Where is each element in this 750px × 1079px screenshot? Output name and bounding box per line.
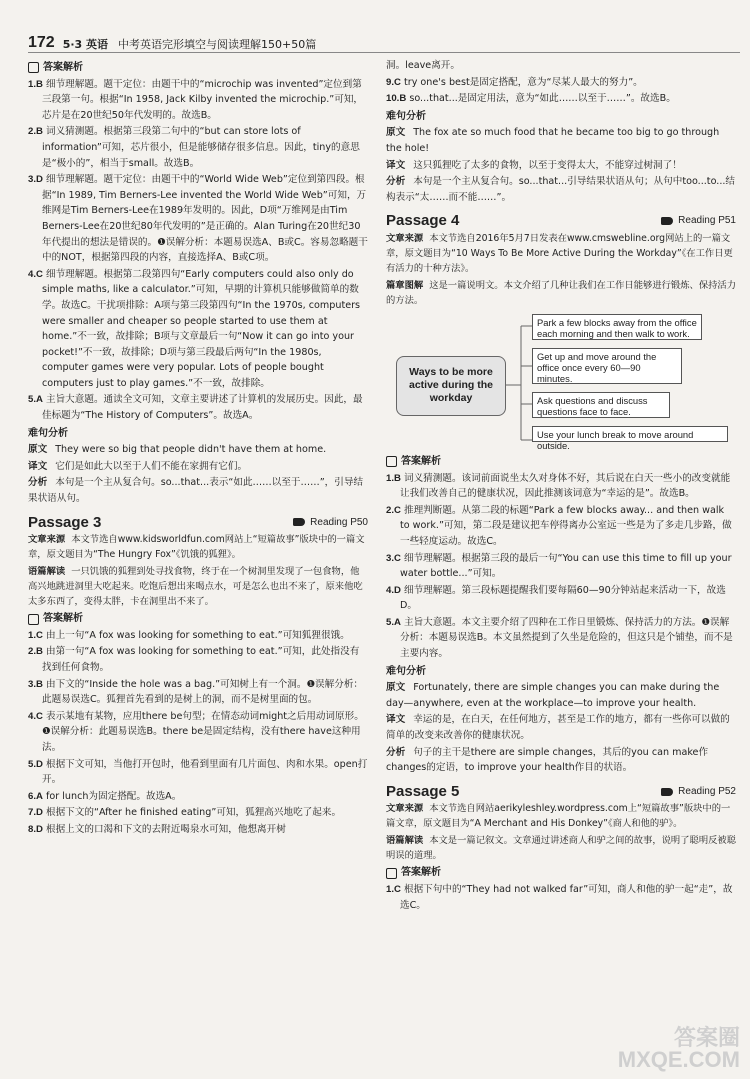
answer-number: 6.A (28, 790, 43, 802)
page-number: 172 (28, 34, 55, 51)
answer-number: 5.D (28, 758, 43, 770)
analysis-line (28, 475, 368, 506)
passage-title: Passage 3 (28, 513, 102, 531)
analysis-label: 原文 (28, 444, 48, 456)
answer-item (28, 172, 368, 266)
passage-summary: 语篇解读 本文是一篇记叙文。文章通过讲述商人和驴之间的故事，说明了聪明反被聪明误的道理。 (386, 835, 737, 862)
analysis-label: 原文 (386, 127, 406, 139)
analysis-label: 译文 (28, 460, 48, 472)
answer-explanation: 细节理解题。根据第三段的最后一句“You can use this time to fill up your water bottle...”可知。 (400, 552, 732, 580)
answer-number: 2.C (386, 504, 401, 516)
analysis-label: 译文 (386, 714, 406, 726)
answer-item (28, 709, 368, 756)
section-difficult-sentence: 难句分析 (386, 110, 426, 122)
answer-item (386, 615, 736, 662)
analysis-text: Fortunately, there are simple changes you can make during the day—anywhere, even at the workplace—to improve your health. (386, 682, 720, 709)
answer-explanation: 主旨大意题。通读全文可知，文章主要讲述了计算机的发展历史。因此，最佳标题为“The History of Computers”。故选A。 (42, 394, 363, 422)
answer-explanation: 词义猜测题。该词前面说坐太久对身体不好，其后说在白天一些小的改变就能让我们改善自己的健康状况，因此推测该词意为“幸运的是”。故选B。 (400, 472, 731, 500)
section-answers: 答案解析 (28, 611, 368, 627)
answer-explanation: 根据下句中的“They had not walked far”可知，商人和他的驴一起“走”，故选C。 (400, 884, 733, 911)
answer-explanation: 由第一句“A fox was looking for something to eat.”可知，此处指没有找到任何食物。 (42, 646, 360, 673)
lock-icon (28, 614, 39, 625)
answer-explanation: 细节理解题。根据第二段第四句“Early computers could also only do simple maths, like a calculator.”可知，早期的计算机只能够做简单的数学。故选C。干扰项排除：A项与第三段第四句“In the 1970s, computers were smaller and cheaper so people started to use them at home.”不一致，故排除；B项与文章最后一句“Now it can go into your pocket!”不一致，故排除；D项与第三段最后两句“In the 1980s, computer games were very popular. Lots of people bought computers just to play games.”不一致，故排除。 (42, 268, 361, 389)
analysis-label: 译文 (386, 159, 406, 171)
passage-summary: 语篇解读 一只饥饿的狐狸到处寻找食物，终于在一个树洞里发现了一包食物，他高兴地跳进洞里大吃起来。吃饱后想出来喝点水，可是怎么也出不来了，原来他吃太多东西了，变得太胖，卡在洞里出不来了。 (28, 566, 363, 608)
answer-item (28, 628, 368, 644)
brand-logo: 5·3 英语 (62, 38, 109, 51)
reading-ref: Reading P52 (661, 784, 736, 800)
section-answers: 答案解析 (386, 865, 736, 881)
answer-explanation: 词义猜测题。根据第三段第二句中的“but can store lots of information”可知，芯片很小，但是能够储存很多信息。因此，tiny的意思是“极小的”，相当于small。故选B。 (42, 126, 360, 169)
pointer-hand-icon (293, 518, 305, 526)
continued-text: 洞。leave离开。 (386, 60, 460, 71)
analysis-line (386, 174, 736, 205)
pointer-hand-icon (661, 788, 673, 796)
answer-number: 7.D (28, 807, 43, 819)
answer-explanation: 推理判断题。从第二段的标题“Park a few blocks away... and then walk to work.”可知，第二段是建议把车停得离办公室远一些是为了多走几步路，做一些轻度运动。故选C。 (400, 504, 732, 547)
analysis-line (28, 459, 368, 475)
answer-explanation: 根据下文可知，当他打开包时，他看到里面有几片面包、肉和水果。open打开。 (42, 758, 368, 786)
analysis-text: 幸运的是，在白天，在任何地方，甚至是工作的地方，都有一些你可以做的简单的改变来改善你的健康状况。 (386, 714, 730, 742)
passage-5-header (386, 784, 736, 800)
book-title: 中考英语完形填空与阅读理解150+50篇 (118, 38, 317, 51)
answer-item (386, 882, 736, 913)
analysis-line (28, 442, 368, 458)
page-header (28, 28, 740, 53)
analysis-text: They were so big that people didn't have them at home. (55, 444, 327, 456)
analysis-text: 这只狐狸吃了太多的食物，以至于变得太大，不能穿过树洞了！ (413, 159, 682, 171)
left-column (28, 58, 368, 839)
answer-item (386, 503, 736, 550)
analysis-label: 原文 (386, 682, 406, 694)
answer-explanation: for lunch为固定搭配。故选A。 (46, 790, 182, 802)
answer-explanation: 由上一句“A fox was looking for something to eat.”可知狐狸很饿。 (46, 629, 350, 641)
answer-number: 2.B (28, 646, 43, 658)
answer-number: 1.B (28, 78, 43, 90)
answer-number: 3.B (28, 678, 43, 690)
answer-number: 1.C (386, 884, 401, 895)
passage-title: Passage 4 (386, 212, 460, 230)
answer-explanation: 细节理解题。题干定位：由题干中的“microchip was invented”定位到第三段第一句。根据“In 1958, Jack Kilby invented the microchip.”可知，芯片是在20世纪50年代发明的。故选B。 (42, 78, 364, 121)
lock-icon (386, 456, 397, 467)
analysis-text: 本句是一个主从复合句。so...that...引导结果状语从句；从句中too...to...结构表示“太……而不能……”。 (386, 176, 736, 203)
section-answers: 答案解析 (386, 454, 736, 470)
answer-item (28, 124, 368, 171)
answer-item (28, 677, 368, 708)
answer-item (28, 805, 368, 821)
answer-number: 5.A (28, 394, 43, 406)
answer-item (28, 392, 368, 423)
article-source: 文章来源 本文节选自2016年5月7日发表在www.cmswebline.org网站上的一篇文章，原文题目为“10 Ways To Be More Active During the Workday”《在工作日更有活力的十种方法》。 (386, 232, 733, 274)
answer-item (386, 551, 736, 582)
reading-ref: Reading P50 (293, 515, 368, 531)
analysis-text: 本句是一个主从复合句。so...that...表示“如此……以至于……”，引导结果状语从句。 (28, 477, 364, 505)
article-source: 文章来源 本文节选自www.kidsworldfun.com网站上“短篇故事”版块中的一篇文章，原文题目为“The Hungry Fox”《饥饿的狐狸》。 (28, 534, 365, 561)
analysis-line (386, 158, 736, 174)
analysis-text: The fox ate so much food that he became too big to go through the hole! (386, 127, 720, 154)
answer-number: 2.B (28, 126, 43, 138)
section-difficult-sentence: 难句分析 (386, 665, 426, 677)
answer-number: 8.D (28, 823, 43, 835)
answer-number: 3.C (386, 552, 401, 564)
answer-explanation: 主旨大意题。本文主要介绍了四种在工作日里锻炼、保持活力的方法。❶误解分析：本题易误选B。本文虽然提到了久坐是危险的，但这只是个铺垫，而不是主要内容。 (400, 616, 733, 660)
right-column (386, 58, 736, 914)
analysis-text: 它们是如此大以至于人们不能在家拥有它们。 (55, 460, 248, 472)
answer-number: 4.D (386, 584, 401, 596)
analysis-line (386, 712, 736, 743)
watermark-logo: 答案圈 MXQE.COM (617, 1025, 740, 1072)
analysis-line (386, 125, 736, 156)
answer-item (386, 471, 736, 502)
answer-explanation: 由下文的“Inside the hole was a bag.”可知树上有一个洞。❶误解分析：此题易误选C。狐狸首先看到的是树上的洞，而不是树里面的包。 (42, 678, 364, 706)
pointer-hand-icon (661, 217, 673, 225)
answer-item (28, 822, 368, 838)
answer-item (386, 75, 736, 91)
diagram-branch-2: Get up and move around the office once every 60—90 minutes. (532, 348, 682, 384)
answer-item (28, 757, 368, 788)
analysis-line (386, 745, 736, 776)
lock-icon (28, 62, 39, 73)
analysis-line (386, 680, 736, 711)
analysis-text: 句子的主干是there are simple changes，其后的you can make作changes的定语，to improve your health作目的状语。 (386, 746, 709, 774)
lock-icon (386, 868, 397, 879)
answer-item (28, 77, 368, 124)
answer-item (386, 583, 736, 614)
answer-item (28, 789, 368, 805)
answer-number: 1.B (386, 472, 401, 484)
section-answers: 答案解析 (28, 60, 368, 76)
answer-explanation: 表示某地有某物，应用there be句型；在情态动词might之后用动词原形。❶误解分析：此题易误选B。there be是固定结构，没有there have这种用法。 (42, 710, 364, 753)
answer-item (28, 644, 368, 675)
answer-explanation: 根据下文的“After he finished eating”可知，狐狸高兴地吃了起来。 (46, 807, 342, 819)
analysis-label: 分析 (386, 176, 406, 188)
reading-ref: Reading P51 (661, 213, 736, 229)
answer-number: 4.C (28, 710, 43, 722)
analysis-label: 分析 (386, 746, 406, 758)
answer-number: 9.C (386, 76, 401, 88)
passage-3-header (28, 515, 368, 531)
diagram-branch-3: Ask questions and discuss questions face to face. (532, 392, 670, 418)
answer-explanation: try one's best是固定搭配，意为“尽某人最大的努力”。 (404, 76, 643, 88)
answer-explanation: 细节理解题。题干定位：由题干中的“World Wide Web”定位到第四段。根据“In 1989, Tim Berners-Lee invented the World Wide Web”可知，万维网是Tim Berners-Lee在1989年发明的。因此，D项“万维网是由Tim Berners-Lee在20世纪80年代发明的”是正确的。Alan Turing在20世纪30年代提出的想法是错误的。❶误解分析：本题易误选A、B或C。容易忽略题干中的NOT，根据第四段的内容，直接选择A、B或C项。 (42, 174, 368, 264)
answer-number: 1.C (28, 629, 43, 641)
diagram-branch-4: Use your lunch break to move around outside. (532, 426, 728, 442)
answer-explanation: so...that...是固定用法，意为“如此……以至于……”。故选B。 (409, 93, 676, 105)
answer-number: 10.B (386, 93, 407, 105)
answer-explanation: 根据上文的口渴和下文的去附近喝泉水可知，他想离开树 (46, 823, 286, 835)
analysis-label: 分析 (28, 477, 48, 489)
mind-map-diagram (386, 312, 736, 451)
answer-explanation: 细节理解题。第三段标题提醒我们要每隔60—90分钟站起来活动一下，故选D。 (400, 584, 726, 612)
answer-number: 4.C (28, 268, 43, 280)
passage-diagram-caption: 篇章图解 这是一篇说明文。本文介绍了几种让我们在工作日能够进行锻炼、保持活力的方法。 (386, 279, 737, 306)
diagram-branch-1: Park a few blocks away from the office each morning and then walk to work. (532, 314, 702, 340)
section-difficult-sentence: 难句分析 (28, 427, 68, 439)
answer-number: 5.A (386, 616, 401, 628)
article-source: 文章来源 本文节选自网站aerikyleshley.wordpress.com上“短篇故事”版块中的一篇文章，原文题目为“A Merchant and His Donkey”《商人和他的驴》。 (386, 803, 731, 830)
answer-item (386, 91, 736, 107)
passage-title: Passage 5 (386, 782, 460, 800)
answer-item (28, 267, 368, 392)
diagram-center-node: Ways to be more active during the workday (396, 356, 506, 416)
answer-number: 3.D (28, 174, 43, 186)
passage-4-header (386, 213, 736, 229)
